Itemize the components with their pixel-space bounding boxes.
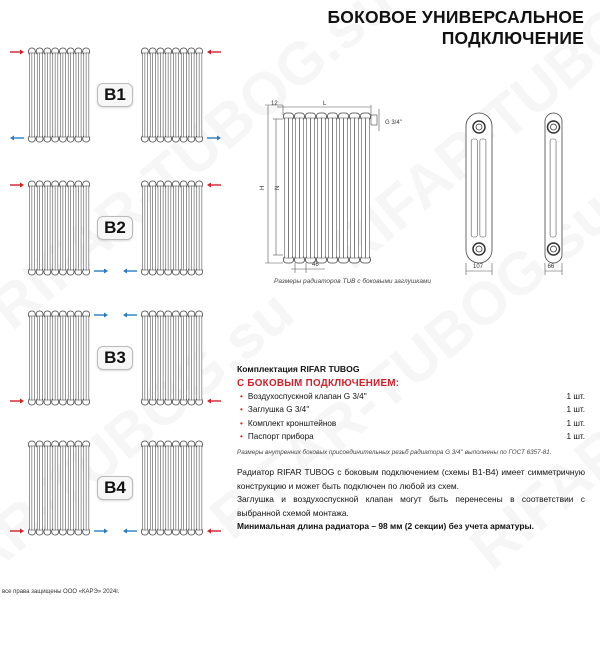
radiator-icon	[29, 181, 90, 275]
bullet-icon: •	[240, 405, 243, 415]
return-arrow-icon	[207, 136, 221, 141]
return-arrow-icon	[123, 269, 137, 274]
bullet-icon: •	[240, 418, 243, 428]
supply-arrow-icon	[10, 50, 24, 55]
return-arrow-icon	[10, 136, 24, 141]
supply-arrow-icon	[207, 183, 221, 188]
supply-arrow-icon	[10, 399, 24, 404]
kit-item-label: Воздухоспускной клапан G 3/4''	[247, 392, 367, 401]
return-arrow-icon	[94, 313, 108, 318]
copyright: все права защищены ООО «КАРЭ» 2024г.	[2, 589, 120, 595]
title-line-1: БОКОВОЕ УНИВЕРСАЛЬНОЕ	[327, 7, 584, 27]
return-arrow-icon	[94, 529, 108, 534]
kit-heading: Комплектация RIFAR TUBOG	[237, 364, 360, 374]
supply-arrow-icon	[10, 529, 24, 534]
supply-arrow-icon	[207, 529, 221, 534]
kit-item	[237, 419, 585, 432]
scheme-label: B1	[97, 83, 133, 107]
kit-item-label: Паспорт прибора	[247, 432, 314, 442]
kit-item	[237, 405, 585, 418]
radiator-icon	[29, 311, 90, 405]
kit-list	[237, 364, 585, 456]
kit-item-qty: 1 шт.	[566, 432, 585, 442]
kit-item-label: Заглушка G 3/4''	[247, 405, 310, 415]
radiator-side-view	[466, 113, 492, 263]
scheme-label: B4	[97, 476, 133, 500]
description-p1: Радиатор RIFAR TUBOG с боковым подключением (схемы В1-В4) имеет симметричную конструкцию и может быть подключен по любой из схем.	[237, 467, 585, 491]
radiator-icon	[29, 48, 90, 142]
radiator-side-view	[545, 113, 562, 263]
kit-subheading: С БОКОВЫМ ПОДКЛЮЧЕНИЕМ:	[237, 378, 400, 389]
kit-item-qty: 1 шт.	[566, 392, 585, 401]
kit-item-label: Комплект кронштейнов	[247, 418, 337, 428]
kit-item-qty: 1 шт.	[566, 418, 585, 428]
description	[237, 466, 585, 534]
return-arrow-icon	[94, 269, 108, 274]
dim-depth_4col: 107	[473, 264, 484, 270]
description-min-length: Минимальная длина радиатора – 98 мм (2 секции) без учета арматуры.	[237, 521, 534, 531]
dim-length: L	[323, 101, 327, 107]
kit-item-name	[240, 405, 309, 418]
kit-item-name	[240, 432, 314, 445]
dim-height: H	[260, 185, 266, 190]
radiator-icon	[284, 113, 371, 263]
bullet-icon: •	[240, 432, 243, 442]
scheme-label: B3	[97, 346, 133, 370]
page-title	[327, 7, 584, 49]
radiator-icon	[142, 311, 203, 405]
scheme-label: B2	[97, 216, 133, 240]
kit-item-qty: 1 шт.	[566, 405, 585, 415]
description-p2: Заглушка и воздухоспускной клапан могут быть перенесены в соответствии с выбранной схемой монтажа.	[237, 494, 585, 518]
kit-item	[237, 432, 585, 445]
return-arrow-icon	[123, 529, 137, 534]
kit-item	[237, 392, 585, 405]
supply-arrow-icon	[207, 50, 221, 55]
return-arrow-icon	[123, 313, 137, 318]
radiator-icon	[142, 181, 203, 275]
dim-axis: N	[275, 185, 281, 190]
kit-item-name	[240, 419, 336, 432]
dim-pitch: 46	[312, 262, 319, 268]
kit-note: Размеры внутренних боковых присоединительных резьб радиатора G 3/4'' выполнены по ГОСТ 6357-81.	[237, 448, 552, 456]
dim-thread: G 3/4''	[385, 120, 402, 126]
supply-arrow-icon	[207, 399, 221, 404]
supply-arrow-icon	[10, 183, 24, 188]
radiator-icon	[29, 441, 90, 535]
bullet-icon: •	[240, 392, 243, 401]
dim-offset: 12	[271, 101, 278, 107]
drawing-caption: Размеры радиаторов TUB с боковыми заглушками	[274, 278, 432, 285]
title-line-2: ПОДКЛЮЧЕНИЕ	[441, 28, 584, 48]
dimension-drawing	[255, 95, 600, 275]
radiator-icon	[142, 48, 203, 142]
kit-item-name	[240, 392, 367, 405]
dim-depth_2col: 66	[547, 264, 555, 270]
radiator-icon	[142, 441, 203, 535]
